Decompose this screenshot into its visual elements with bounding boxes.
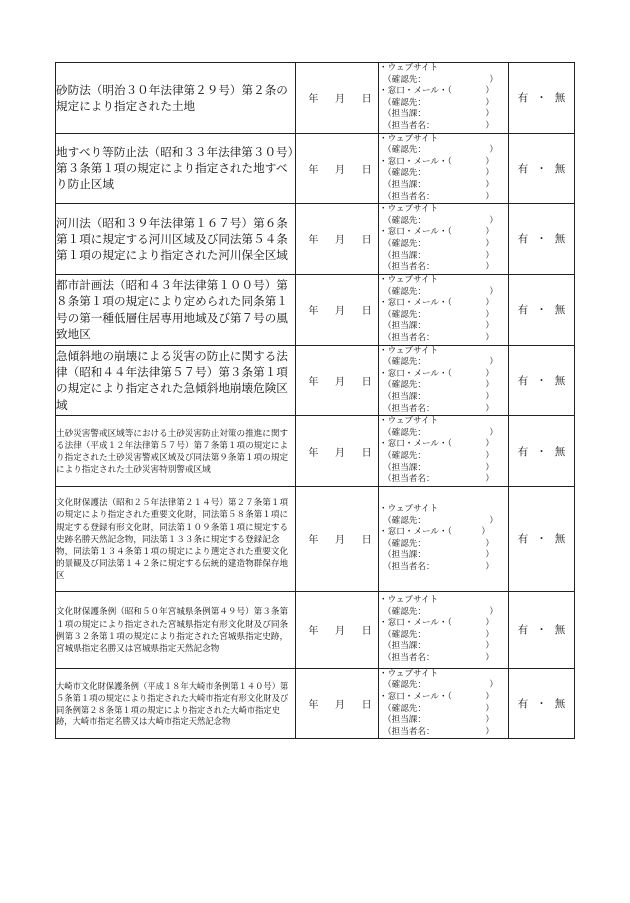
yes-no-cell[interactable] <box>509 668 575 739</box>
contact-confirm-line: （確認先： ） <box>383 703 494 714</box>
yes-no-cell[interactable] <box>509 416 575 487</box>
year-label: 年 <box>308 306 319 318</box>
day-label: 日 <box>361 535 372 547</box>
separator-dot: ・ <box>536 162 547 175</box>
law-text: 大崎市文化財保護条例（平成１８年大崎市条例第１４０号）第５条第１項の規定により指定された大崎市指定有形文化財及び同条例第２８条第１項の規定により指定された大崎市指定史跡，大崎市指定名勝又は大崎市指定天然記念物 <box>56 681 289 727</box>
law-cell <box>56 204 296 275</box>
yes-option[interactable]: 有 <box>517 533 529 546</box>
contact-window-line: ・窓口・メール・（ ） <box>379 298 494 309</box>
year-label: 年 <box>308 235 319 247</box>
contact-cell[interactable] <box>379 274 509 345</box>
day-label: 日 <box>361 700 372 712</box>
law-text: 砂防法（明治３０年法律第２９号）第２条の規定により指定された土地 <box>56 82 288 113</box>
day-label: 日 <box>361 306 372 318</box>
table-row <box>56 591 575 668</box>
contact-dept-line: （担当課： ） <box>383 109 494 120</box>
yes-no-cell[interactable] <box>509 486 575 591</box>
law-text: 急傾斜地の崩壊による災害の防止に関する法律（昭和４４年法律第５７号）第３条第１項の規定により指定された急傾斜地崩壊危険区域 <box>56 349 288 412</box>
year-label: 年 <box>308 447 319 459</box>
date-cell[interactable] <box>296 204 379 275</box>
separator-dot: ・ <box>536 445 547 458</box>
contact-cell[interactable] <box>379 668 509 739</box>
law-cell <box>56 486 296 591</box>
law-text: 文化財保護法（昭和２５年法律第２１４号）第２７条第１項の規定により指定された重要文化財，同法第５８条第１項に規定する登録有形文化財，同法第１０９条第１項に規定する史跡名勝天然記念物，同法第１３３条に規定する登録記念物，同法第１３４条第１項の規定により選定された重要文化的景観及び同法第１４２条に規定する伝統的建造物群保存地区 <box>56 498 289 582</box>
law-text: 都市計画法（昭和４３年法律第１００号）第８条第１項の規定により定められた同条第１号の第一種低層住居専用地域及び第７号の風致地区 <box>56 278 288 341</box>
contact-dept-line: （担当課： ） <box>383 462 494 473</box>
yes-option[interactable]: 有 <box>517 162 529 175</box>
date-cell[interactable] <box>296 416 379 487</box>
date-cell[interactable] <box>296 486 379 591</box>
contact-confirm-line: （確認先： ） <box>383 451 494 462</box>
contact-web-confirm-line: （確認先： ） <box>383 606 498 617</box>
month-label: 月 <box>334 164 345 176</box>
contact-cell[interactable] <box>379 416 509 487</box>
separator-dot: ・ <box>536 698 547 711</box>
month-label: 月 <box>334 535 345 547</box>
yes-option[interactable]: 有 <box>517 374 529 387</box>
law-text: 文化財保護条例（昭和５０年宮城県条例第４９号）第３条第１項の規定により指定された宮城県指定有形文化財及び同条例第３２条第１項の規定により指定された宮城県指定史跡，宮城県指定名勝又は宮城県指定天然記念物 <box>56 607 289 655</box>
table-row <box>56 204 575 275</box>
contact-confirm-line: （確認先： ） <box>383 309 494 320</box>
no-option[interactable]: 無 <box>554 92 566 105</box>
no-option[interactable]: 無 <box>554 162 566 175</box>
separator-dot: ・ <box>536 374 547 387</box>
date-cell[interactable] <box>296 345 379 416</box>
no-option[interactable]: 無 <box>554 304 566 317</box>
contact-web-line: ・ウェブサイト <box>379 204 439 215</box>
day-label: 日 <box>361 447 372 459</box>
contact-cell[interactable] <box>379 591 509 668</box>
month-label: 月 <box>334 94 345 106</box>
table-row <box>56 274 575 345</box>
contact-cell[interactable] <box>379 63 509 134</box>
contact-web-confirm-line: （確認先： ） <box>383 286 498 297</box>
law-cell <box>56 416 296 487</box>
date-cell[interactable] <box>296 668 379 739</box>
yes-option[interactable]: 有 <box>517 698 529 711</box>
contact-person-line: （担当者名： ） <box>383 262 494 273</box>
contact-web-line: ・ウェブサイト <box>379 274 439 285</box>
contact-person-line: （担当者名： ） <box>383 403 494 414</box>
contact-dept-line: （担当課： ） <box>383 550 494 561</box>
month-label: 月 <box>334 235 345 247</box>
contact-web-confirm-line: （確認先： ） <box>383 215 498 226</box>
contact-window-line: ・窓口・メール・（ ） <box>379 368 494 379</box>
contact-web-confirm-line: （確認先： ） <box>383 515 498 526</box>
contact-cell[interactable] <box>379 345 509 416</box>
day-label: 日 <box>361 94 372 106</box>
law-text: 地すべり等防止法（昭和３３年法律第３０号）第３条第１項の規定により指定された地すべり防止区域 <box>56 145 294 192</box>
contact-dept-line: （担当課： ） <box>383 641 494 652</box>
law-text: 河川法（昭和３９年法律第１６７号）第６条第１項に規定する河川区域及び同法第５４条第１項の規定により指定された河川保全区域 <box>56 215 288 262</box>
contact-person-line: （担当者名： ） <box>383 562 494 572</box>
year-label: 年 <box>308 626 319 638</box>
law-cell <box>56 133 296 204</box>
yes-no-cell[interactable] <box>509 345 575 416</box>
contact-confirm-line: （確認先： ） <box>383 168 494 179</box>
yes-no-cell[interactable] <box>509 133 575 204</box>
year-label: 年 <box>308 700 319 712</box>
date-cell[interactable] <box>296 63 379 134</box>
table-row <box>56 63 575 134</box>
day-label: 日 <box>361 376 372 388</box>
table-row <box>56 416 575 487</box>
no-option[interactable]: 無 <box>554 624 566 637</box>
no-option[interactable]: 無 <box>554 698 566 711</box>
separator-dot: ・ <box>536 92 547 105</box>
year-label: 年 <box>308 94 319 106</box>
month-label: 月 <box>334 306 345 318</box>
contact-window-line: ・窓口・メール・（ ） <box>379 86 494 97</box>
contact-confirm-line: （確認先： ） <box>383 238 494 249</box>
yes-no-cell[interactable] <box>509 63 575 134</box>
contact-web-line: ・ウェブサイト <box>379 504 439 515</box>
yes-option[interactable]: 有 <box>517 304 529 317</box>
contact-cell[interactable] <box>379 133 509 204</box>
year-label: 年 <box>308 376 319 388</box>
law-cell <box>56 591 296 668</box>
year-label: 年 <box>308 535 319 547</box>
yes-no-cell[interactable] <box>509 274 575 345</box>
no-option[interactable]: 無 <box>554 374 566 387</box>
table-row <box>56 345 575 416</box>
contact-window-line: ・窓口・メール・（ ） <box>379 618 494 629</box>
separator-dot: ・ <box>536 233 547 246</box>
contact-person-line: （担当者名： ） <box>383 474 494 485</box>
contact-confirm-line: （確認先： ） <box>383 97 494 108</box>
contact-dept-line: （担当課： ） <box>383 392 494 403</box>
contact-person-line: （担当者名： ） <box>383 120 494 131</box>
yes-option[interactable]: 有 <box>517 445 529 458</box>
no-option[interactable]: 無 <box>554 445 566 458</box>
contact-dept-line: （担当課： ） <box>383 321 494 332</box>
date-cell[interactable] <box>296 274 379 345</box>
regulation-table <box>55 62 575 739</box>
separator-dot: ・ <box>536 304 547 317</box>
contact-window-line: ・窓口・メール・（ ） <box>379 692 494 702</box>
contact-confirm-line: （確認先： ） <box>383 538 494 549</box>
contact-dept-line: （担当課： ） <box>383 715 494 726</box>
no-option[interactable]: 無 <box>554 533 566 546</box>
contact-cell[interactable] <box>379 486 509 591</box>
day-label: 日 <box>361 235 372 247</box>
contact-web-confirm-line: （確認先： ） <box>383 357 498 368</box>
month-label: 月 <box>334 700 345 712</box>
yes-no-cell[interactable] <box>509 204 575 275</box>
month-label: 月 <box>334 626 345 638</box>
contact-web-line: ・ウェブサイト <box>379 345 439 356</box>
no-option[interactable]: 無 <box>554 233 566 246</box>
law-cell <box>56 63 296 134</box>
law-cell <box>56 274 296 345</box>
month-label: 月 <box>334 376 345 388</box>
law-text: 土砂災害警戒区域等における土砂災害防止対策の推進に関する法律（平成１２年法律第５７号）第７条第１項の規定により指定された土砂災害警戒区域及び同法第９条第１項の規定により指定された土砂災害特別警戒区域 <box>56 428 289 476</box>
table-row <box>56 133 575 204</box>
contact-web-line: ・ウェブサイト <box>379 416 439 427</box>
contact-person-line: （担当者名： ） <box>383 191 494 202</box>
day-label: 日 <box>361 164 372 176</box>
contact-person-line: （担当者名： ） <box>383 726 494 737</box>
table-row <box>56 668 575 739</box>
law-cell <box>56 345 296 416</box>
yes-no-cell[interactable] <box>509 591 575 668</box>
contact-dept-line: （担当課： ） <box>383 250 494 261</box>
contact-dept-line: （担当課： ） <box>383 179 494 190</box>
law-cell <box>56 668 296 739</box>
day-label: 日 <box>361 626 372 638</box>
contact-web-line: ・ウェブサイト <box>379 133 439 144</box>
contact-window-line: ・窓口・メール・（ ） <box>379 527 490 538</box>
contact-web-confirm-line: （確認先： ） <box>383 427 498 438</box>
yes-option[interactable]: 有 <box>517 92 529 105</box>
month-label: 月 <box>334 447 345 459</box>
contact-web-confirm-line: （確認先： ） <box>383 680 498 691</box>
contact-cell[interactable] <box>379 204 509 275</box>
date-cell[interactable] <box>296 591 379 668</box>
contact-confirm-line: （確認先： ） <box>383 629 494 640</box>
contact-window-line: ・窓口・メール・（ ） <box>379 439 494 450</box>
year-label: 年 <box>308 164 319 176</box>
yes-option[interactable]: 有 <box>517 624 529 637</box>
separator-dot: ・ <box>536 624 547 637</box>
contact-window-line: ・窓口・メール・（ ） <box>379 227 494 238</box>
contact-web-confirm-line: （確認先： ） <box>383 74 498 85</box>
contact-person-line: （担当者名： ） <box>383 653 494 663</box>
yes-option[interactable]: 有 <box>517 233 529 246</box>
contact-person-line: （担当者名： ） <box>383 332 494 343</box>
contact-web-line: ・ウェブサイト <box>379 595 439 606</box>
contact-window-line: ・窓口・メール・（ ） <box>379 156 494 167</box>
date-cell[interactable] <box>296 133 379 204</box>
contact-confirm-line: （確認先： ） <box>383 380 494 391</box>
contact-web-line: ・ウェブサイト <box>379 63 439 73</box>
contact-web-line: ・ウェブサイト <box>379 668 439 679</box>
separator-dot: ・ <box>536 533 547 546</box>
table-row <box>56 486 575 591</box>
contact-web-confirm-line: （確認先： ） <box>383 145 498 156</box>
